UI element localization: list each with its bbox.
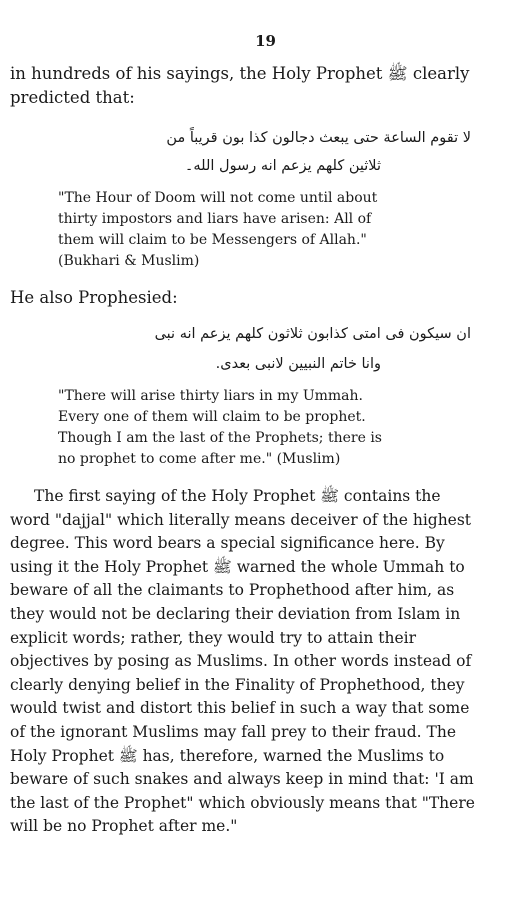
paragraph-line: word "dajjal" which literally means deceiver of the highest xyxy=(10,510,472,529)
paragraph-line: degree. This word bears a special significance here. By xyxy=(10,534,445,553)
arabic-quote-1-line-1: لا تقوم الساعة حتی یبعث دجالون کذا بون قریباً من xyxy=(166,130,471,146)
translation-quote-2 xyxy=(58,386,382,470)
paragraph-line: using it the Holy Prophet ﷺ warned the whole Ummah to xyxy=(10,557,465,576)
he-also-line: He also Prophesied: xyxy=(10,288,178,307)
paragraph-line: the last of the Prophet" which obviously means that "There xyxy=(10,793,475,812)
paragraph-line: would twist and distort this belief in such a way that some xyxy=(10,699,470,718)
intro-line-2: predicted that: xyxy=(10,88,135,107)
paragraph-line: beware of such snakes and always keep in mind that: 'I am xyxy=(10,770,474,789)
quote-line: thirty impostors and liars have arisen: All of xyxy=(58,211,372,227)
quote-line: Every one of them will claim to be prophet. xyxy=(58,409,366,425)
paragraph-line: beware of all the claimants to Prophethood after him, as xyxy=(10,581,455,600)
quote-line: them will claim to be Messengers of Allah." xyxy=(58,232,367,248)
intro-line-1: in hundreds of his sayings, the Holy Prophet ﷺ clearly xyxy=(10,64,470,83)
quote-line: (Bukhari & Muslim) xyxy=(58,253,200,269)
paragraph-line: of the ignorant Muslims may fall prey to their fraud. The xyxy=(10,722,457,741)
paragraph-line: The first saying of the Holy Prophet ﷺ contains the xyxy=(34,487,441,505)
paragraph-line: they would not be declaring their deviation from Islam in xyxy=(10,604,461,623)
paragraph-line: will be no Prophet after me." xyxy=(10,817,238,836)
arabic-quote-1-line-2: ثلاثين كلهم يزعم انه رسول الله۔ xyxy=(184,158,381,174)
page-number: 19 xyxy=(255,32,276,50)
quote-line: Though I am the last of the Prophets; there is xyxy=(58,430,382,446)
paragraph-line: explicit words; rather, they would try to attain their xyxy=(10,628,416,647)
quote-line: "There will arise thirty liars in my Ummah. xyxy=(58,388,363,404)
translation-quote-1 xyxy=(58,188,377,272)
arabic-quote-2-line-1: ان سیکون فی امتی کذابون ثلاثون کلهم یزعم انه نبی xyxy=(154,326,471,342)
paragraph-line: clearly denying belief in the Finality of Prophethood, they xyxy=(10,675,465,694)
paragraph-line: objectives by posing as Muslims. In other words instead of xyxy=(10,652,472,671)
quote-line: "The Hour of Doom will not come until about xyxy=(58,190,378,206)
quote-line: no prophet to come after me." (Muslim) xyxy=(58,451,341,467)
paragraph-line: Holy Prophet ﷺ has, therefore, warned the Muslims to xyxy=(10,746,445,765)
arabic-quote-2-line-2: وانا خاتم النبیین لانبی بعدی. xyxy=(215,356,381,372)
main-paragraph xyxy=(10,485,475,839)
